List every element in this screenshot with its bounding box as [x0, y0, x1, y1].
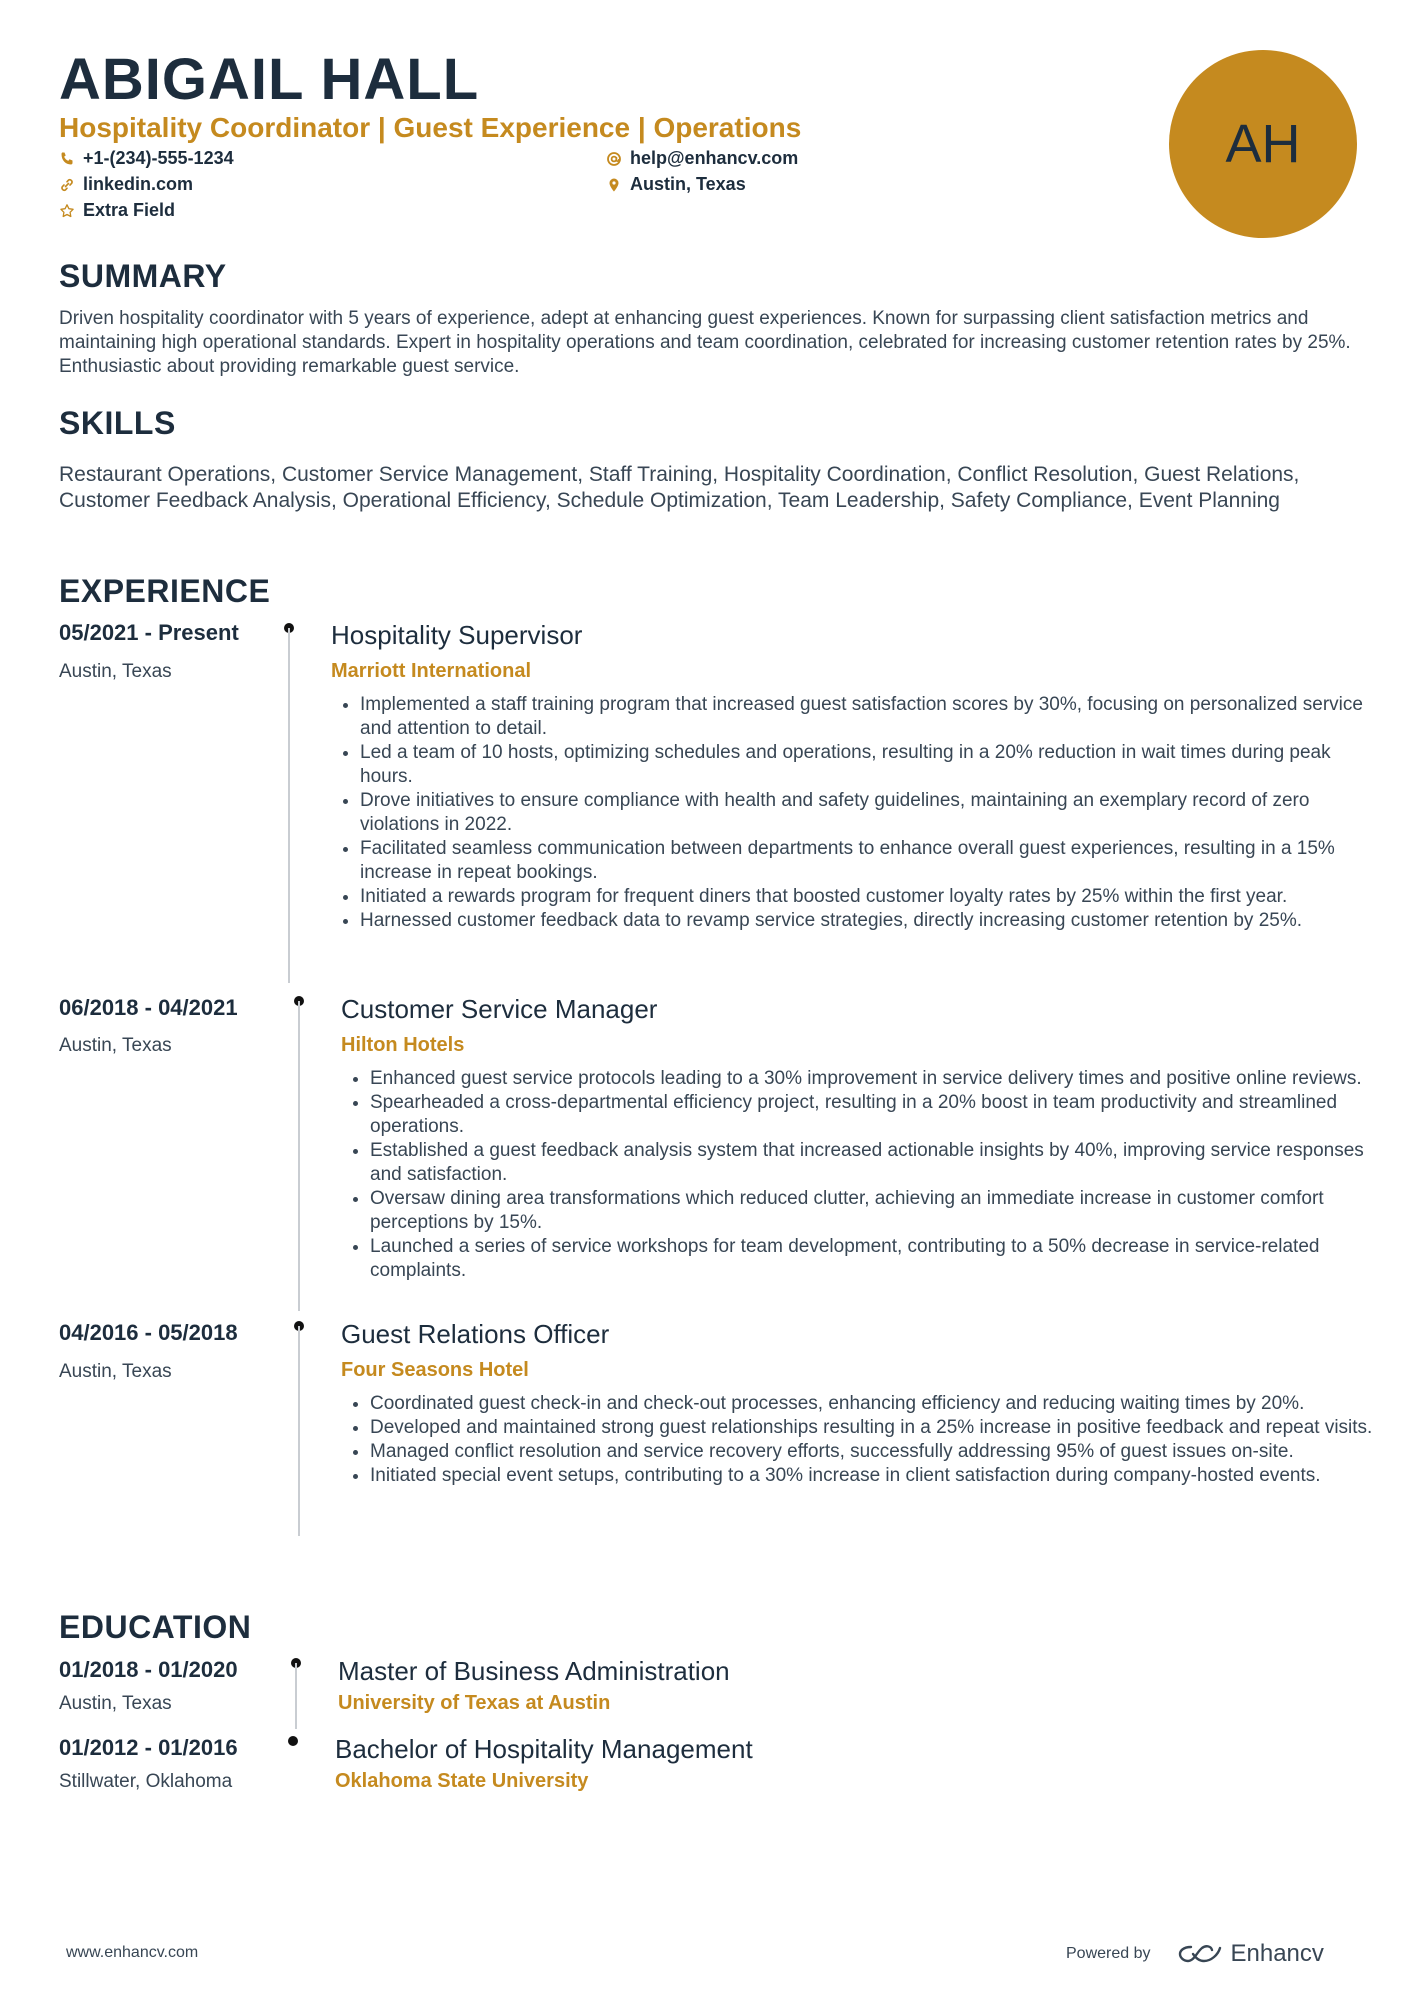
experience-location: Austin, Texas: [59, 1035, 172, 1056]
contact-location: [606, 174, 746, 195]
education-dates: 01/2018 - 01/2020: [59, 1657, 238, 1682]
bullet: • Initiated special event setups, contributing to a 30% increase in client satisfaction during company-hosted events.: [370, 1464, 1390, 1488]
experience-role: Customer Service Manager: [341, 994, 658, 1024]
bullet: • Launched a series of service workshops for team development, contributing to a 50% decrease in service-related complaints.: [370, 1235, 1390, 1283]
skills-text: Restaurant Operations, Customer Service Management, Staff Training, Hospitality Coordination, Conflict Resolution, Guest Relations, Customer Feedback Analysis, Operational Efficiency, Schedule Optimization, Team Leadership, Safety Compliance, Event Planning: [59, 463, 1300, 512]
powered-by-label: Powered by: [1066, 1945, 1151, 1962]
experience-dates: 04/2016 - 05/2018: [59, 1320, 238, 1345]
education-school: Oklahoma State University: [335, 1770, 589, 1792]
experience-location: Austin, Texas: [59, 1361, 172, 1382]
experience-location: Austin, Texas: [59, 661, 172, 682]
bullet: • Developed and maintained strong guest relationships resulting in a 25% increase in positive feedback and repeat visits.: [370, 1416, 1390, 1440]
contact-phone[interactable]: [59, 148, 234, 169]
star-icon: [59, 203, 75, 219]
contact-email[interactable]: [606, 148, 798, 169]
experience-bullets: [348, 1392, 1390, 1488]
education-heading: EDUCATION: [59, 1609, 252, 1645]
phone-icon: [59, 151, 75, 167]
at-icon: [606, 151, 622, 167]
experience-org: Four Seasons Hotel: [341, 1359, 529, 1381]
email-text: help@enhancv.com: [630, 148, 799, 168]
experience-role: Hospitality Supervisor: [331, 620, 583, 650]
bullet: • Spearheaded a cross-departmental efficiency project, resulting in a 20% boost in team productivity and streamlined operations.: [370, 1091, 1390, 1139]
linkedin-text: linkedin.com: [83, 174, 194, 194]
timeline-line: [288, 628, 290, 983]
skills-heading: SKILLS: [59, 405, 176, 441]
bullet: • Harnessed customer feedback data to revamp service strategies, directly increasing customer retention by 25%.: [360, 909, 1380, 933]
experience-dates: 06/2018 - 04/2021: [59, 995, 238, 1020]
bullet: • Drove initiatives to ensure compliance with health and safety guidelines, maintaining an exemplary record of zero violations in 2022.: [360, 789, 1380, 837]
bullet: • Facilitated seamless communication between departments to enhance overall guest experiences, resulting in a 15% increase in repeat bookings.: [360, 837, 1380, 885]
experience-bullets: [348, 1067, 1390, 1283]
enhancv-logo[interactable]: [1177, 1940, 1324, 1968]
candidate-name: ABIGAIL HALL: [59, 47, 480, 112]
experience-role: Guest Relations Officer: [341, 1319, 610, 1349]
avatar-initials: AH: [1225, 114, 1301, 174]
education-school: University of Texas at Austin: [338, 1692, 611, 1714]
timeline-dot: [288, 1736, 298, 1746]
link-icon: [59, 177, 75, 193]
phone-text: +1-(234)-555-1234: [83, 148, 234, 168]
bullet: • Implemented a staff training program that increased guest satisfaction scores by 30%, focusing on personalized service and attention to detail.: [360, 693, 1380, 741]
bullet: • Enhanced guest service protocols leading to a 30% improvement in service delivery times and positive online reviews.: [370, 1067, 1390, 1091]
brand-text: Enhancv: [1230, 1940, 1324, 1967]
enhancv-logo-icon: [1177, 1942, 1223, 1966]
location-pin-icon: [606, 177, 622, 193]
contact-linkedin[interactable]: [59, 174, 193, 195]
bullet: • Managed conflict resolution and service recovery efforts, successfully addressing 95% of guest issues on-site.: [370, 1440, 1390, 1464]
education-degree: Master of Business Administration: [338, 1656, 730, 1686]
extra-text: Extra Field: [83, 200, 176, 220]
candidate-title: Hospitality Coordinator | Guest Experience | Operations: [59, 112, 802, 143]
education-dates: 01/2012 - 01/2016: [59, 1735, 238, 1760]
experience-org: Hilton Hotels: [341, 1034, 465, 1056]
education-location: Austin, Texas: [59, 1693, 172, 1714]
contact-extra: [59, 200, 175, 221]
timeline-line: [298, 1326, 300, 1536]
bullet: • Coordinated guest check-in and check-out processes, enhancing efficiency and reducing waiting times by 20%.: [370, 1392, 1390, 1416]
experience-bullets: [338, 693, 1380, 933]
experience-org: Marriott International: [331, 660, 532, 682]
experience-dates: 05/2021 - Present: [59, 620, 239, 645]
experience-heading: EXPERIENCE: [59, 573, 271, 609]
timeline-line: [298, 1001, 300, 1311]
summary-heading: SUMMARY: [59, 258, 227, 294]
education-location: Stillwater, Oklahoma: [59, 1771, 233, 1792]
timeline-line: [295, 1663, 297, 1729]
bullet: • Initiated a rewards program for frequent diners that boosted customer loyalty rates by 25% within the first year.: [360, 885, 1380, 909]
footer-powered: [1066, 1940, 1324, 1968]
education-degree: Bachelor of Hospitality Management: [335, 1734, 753, 1764]
bullet: • Oversaw dining area transformations which reduced clutter, achieving an immediate increase in customer comfort perceptions by 15%.: [370, 1187, 1390, 1235]
avatar: [1169, 50, 1357, 238]
location-text: Austin, Texas: [630, 174, 746, 194]
footer-website[interactable]: www.enhancv.com: [66, 1944, 199, 1961]
bullet: • Led a team of 10 hosts, optimizing schedules and operations, resulting in a 20% reduction in wait times during peak hours.: [360, 741, 1380, 789]
summary-text: Driven hospitality coordinator with 5 years of experience, adept at enhancing guest experiences. Known for surpassing client satisfaction metrics and maintaining high operational standards. Expert in hospitality operations and team coordination, celebrated for increasing customer retention rates by 25%. Enthusiastic about providing remarkable guest service.: [59, 308, 1351, 377]
bullet: • Established a guest feedback analysis system that increased actionable insights by 40%, improving service responses and satisfaction.: [370, 1139, 1390, 1187]
